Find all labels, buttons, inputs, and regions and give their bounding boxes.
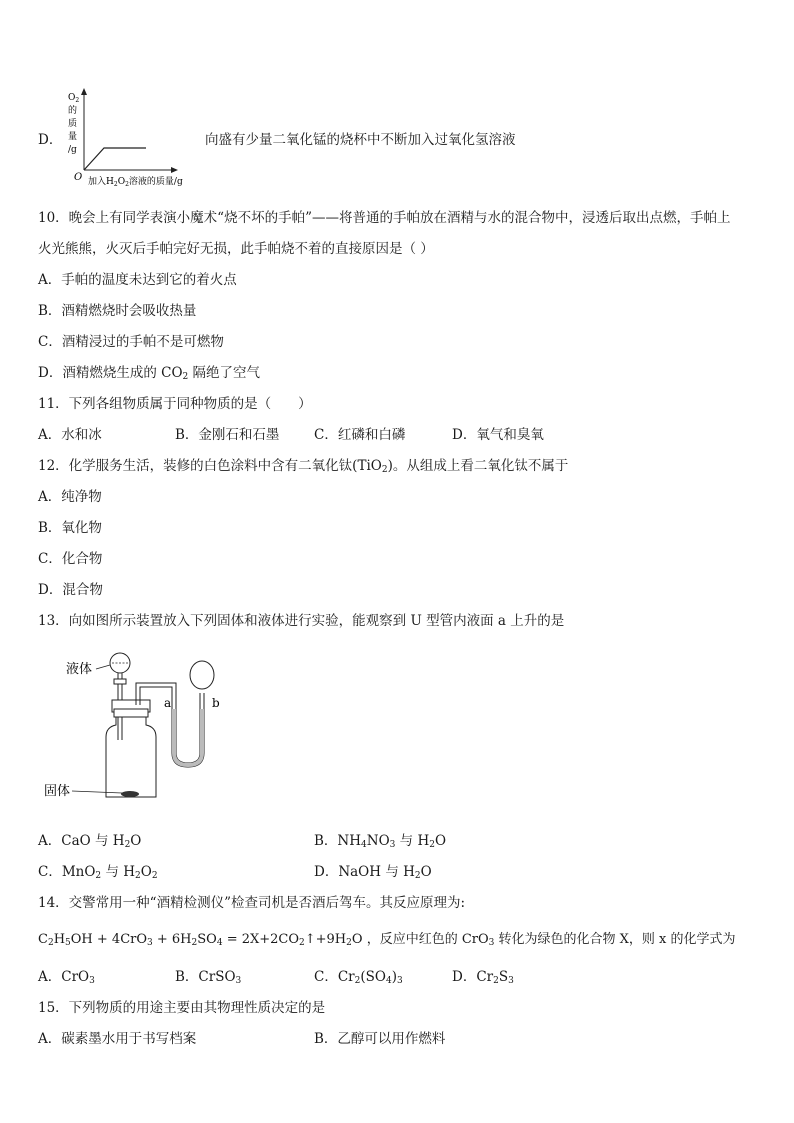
q12-option-b[interactable]: B．氧化物 [38,520,102,536]
q10-option-c[interactable]: C．酒精浸过的手帕不是可燃物 [38,334,224,350]
graph-y-label-zhi: 质 [68,119,78,129]
q15-option-b[interactable]: B．乙醇可以用作燃料 [314,1031,446,1047]
q10-stem-line2: 火光熊熊，火灭后手帕完好无损，此手帕烧不着的直接原因是（ ） [38,241,434,257]
q9-option-d-label: D． [38,132,63,148]
q14-option-a[interactable]: A．CrO$_3$ [38,969,95,986]
q12-stem: 12．化学服务生活，装修的白色涂料中含有二氧化钛(TiO$_2$)。从组成上看二氧化钛不属于 [38,458,569,475]
q14-option-c[interactable]: C．$Cr_2(SO_4)_3$ [314,969,403,986]
q11-option-b[interactable]: B．金刚石和石墨 [175,427,280,443]
label-solid: 固体 [44,784,71,799]
graph-y-label-o: $O_2$ [68,93,80,104]
q9-option-d-text: 向盛有少量二氧化锰的烧杯中不断加入过氧化氢溶液 [205,132,516,148]
q13-option-a[interactable]: A．CaO 与 $H_2O$ [38,833,142,850]
label-a: a [164,696,172,710]
label-b: b [212,696,220,710]
q13-option-d[interactable]: D．NaOH 与 $H_2O$ [314,864,432,881]
graph-y-label-liang: 量 [68,132,78,142]
graph-origin: O [74,172,83,183]
q13-option-c[interactable]: C．MnO$_2$ 与 $H_2O_2$ [38,864,158,881]
q11-stem: 11．下列各组物质属于同种物质的是（ ） [38,396,312,412]
q10-option-d[interactable]: D．酒精燃烧生成的 $CO_2$ 隔绝了空气 [38,365,261,382]
q10-option-b[interactable]: B．酒精燃烧时会吸收热量 [38,303,197,319]
label-liquid: 液体 [66,662,93,677]
q11-option-c[interactable]: C．红磷和白磷 [314,427,406,443]
q15-stem: 15．下列物质的用途主要由其物理性质决定的是 [38,1000,326,1016]
q13-stem: 13．向如图所示装置放入下列固体和液体进行实验，能观察到 U 型管内液面 a 上升的是 [38,613,565,629]
q13-option-b[interactable]: B．$NH_4NO_3$ 与 $H_2O$ [314,833,447,850]
q12-option-d[interactable]: D．混合物 [38,582,103,598]
q9-mass-graph [60,86,210,188]
q11-option-d[interactable]: D．氧气和臭氧 [452,427,544,443]
q10-option-a[interactable]: A．手帕的温度未达到它的着火点 [38,272,237,288]
q14-option-d[interactable]: D．$Cr_2S_3$ [452,969,514,986]
q14-stem: 14．交警常用一种“酒精检测仪”检查司机是否酒后驾车。其反应原理为: [38,895,466,911]
graph-y-label-de: 的 [68,106,78,116]
q10-stem-line1: 10．晚会上有同学表演小魔术“烧不坏的手帕”——将普通的手帕放在酒精与水的混合物中，浸透后取出点燃，手帕上 [38,210,731,226]
q12-option-a[interactable]: A．纯净物 [38,489,102,505]
q12-option-c[interactable]: C．化合物 [38,551,103,567]
q14-equation: $C_2H_5OH + 4CrO_3 + 6H_2SO_4$ = $2X+2CO_2↑+9H_2O$ ，反应中红色的 CrO$_3$ 转化为绿色的化合物 X，则 x 的化学式为 [38,932,736,948]
q13-apparatus-figure [40,645,240,805]
q14-option-b[interactable]: B．CrSO$_3$ [175,969,242,986]
q11-option-a[interactable]: A．水和冰 [38,427,102,443]
q15-option-a[interactable]: A．碳素墨水用于书写档案 [38,1031,197,1047]
graph-x-label: 加入$H_2O_2$溶液的质量/g [88,177,183,188]
graph-y-label-unit: /g [68,145,77,155]
